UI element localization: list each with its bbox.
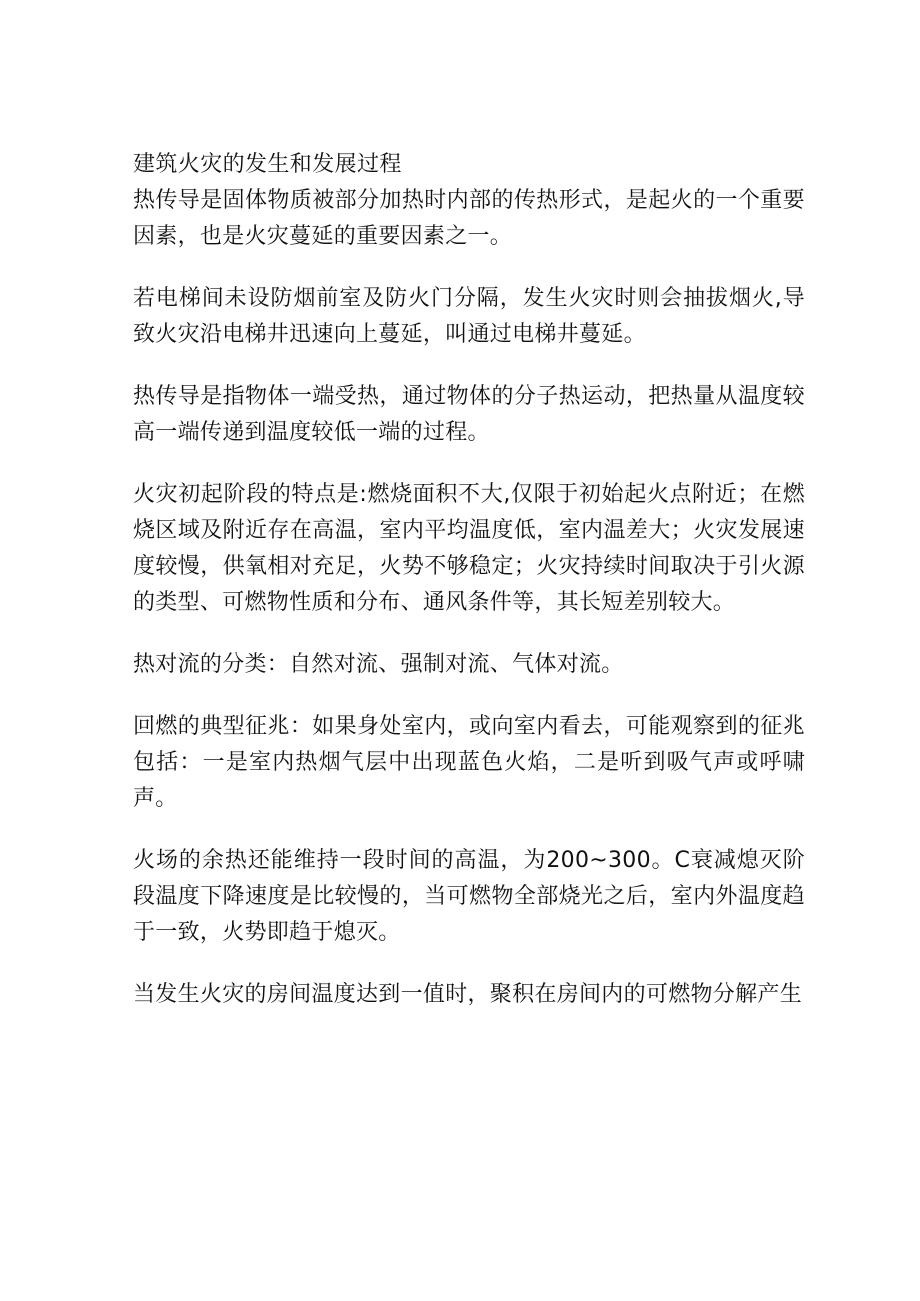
paragraph-convection-types: 热对流的分类：自然对流、强制对流、气体对流。 (133, 652, 624, 677)
paragraph-decay-stage: 火场的余热还能维持一段时间的高温，为200~300。C衰减熄灭阶段温度下降速度是比较慢的，当可燃物全部烧光之后，室内外温度趋于一致，火势即趋于熄灭。 (133, 848, 805, 945)
paragraph-backdraft-signs: 回燃的典型征兆：如果身处室内，或向室内看去，可能观察到的征兆包括：一是室内热烟气层中出现蓝色火焰，二是听到吸气声或呼啸声。 (133, 714, 805, 811)
paragraph-room-temperature: 当发生火灾的房间温度达到一值时，聚积在房间内的可燃物分解产生 (133, 982, 803, 1007)
document-title: 建筑火灾的发生和发展过程 (133, 152, 402, 177)
paragraph-initial-stage: 火灾初起阶段的特点是:燃烧面积不大,仅限于初始起火点附近；在燃烧区域及附近存在高温，室内平均温度低，室内温差大；火灾发展速度较慢，供氧相对充足，火势不够稳定；火灾持续时间取决于引火源的类型、可燃物性质和分布、通风条件等，其长短差别较大。 (133, 482, 805, 615)
document-body (133, 147, 805, 1039)
paragraph-elevator-shaft-spread: 若电梯间未设防烟前室及防火门分隔，发生火灾时则会抽拔烟火,导致火灾沿电梯井迅速向上蔓延，叫通过电梯井蔓延。 (133, 286, 805, 347)
paragraph-heat-conduction-intro: 热传导是固体物质被部分加热时内部的传热形式，是起火的一个重要因素，也是火灾蔓延的重要因素之一。 (133, 188, 805, 249)
paragraph-heat-conduction-definition: 热传导是指物体一端受热，通过物体的分子热运动，把热量从温度较高一端传递到温度较低一端的过程。 (133, 384, 805, 445)
